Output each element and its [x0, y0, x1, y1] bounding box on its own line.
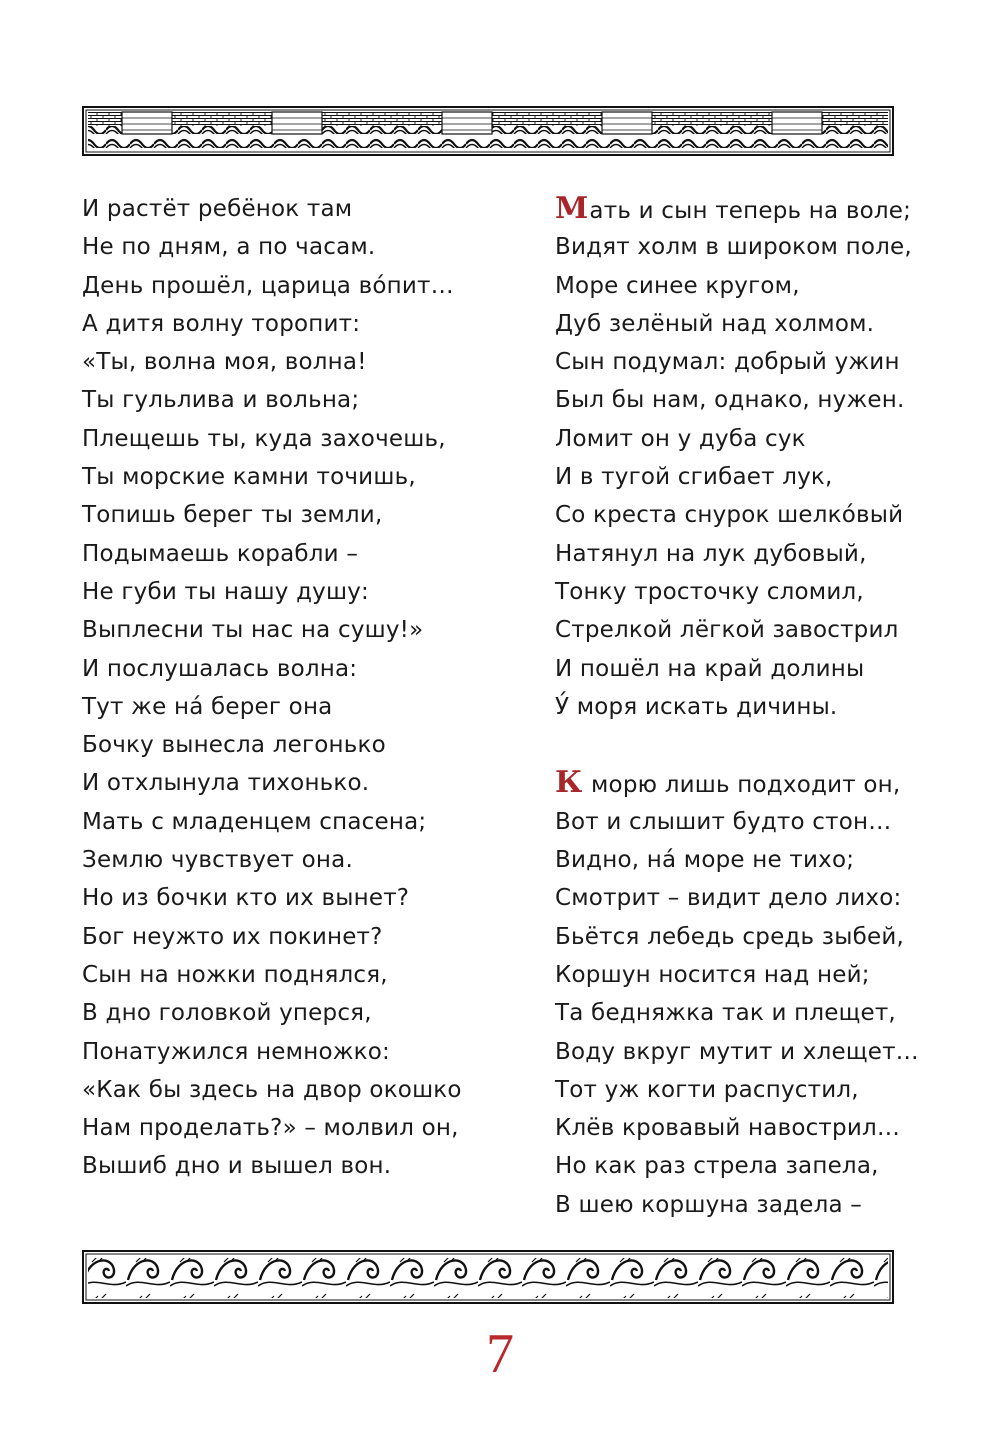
- poem-line: И в тугой сгибает лук,: [555, 464, 833, 491]
- first-line-text: ать и сын теперь на воле;: [589, 198, 912, 224]
- top-ornament-border: [82, 106, 894, 156]
- poem-line: Дуб зелёный над холмом.: [555, 310, 875, 337]
- poem-line: «Ты, волна моя, волна!: [82, 349, 367, 376]
- poem-line: Не губи ты нашу душу:: [82, 578, 369, 605]
- drop-cap: К: [555, 765, 583, 801]
- poem-line: Ты гульлива и вольна;: [82, 387, 360, 414]
- poem-line: И отхлынула тихонько.: [82, 770, 370, 797]
- poem-line: Видят холм в широком поле,: [555, 234, 912, 261]
- poem-line: Стрелкой лёгкой завострил: [555, 617, 899, 644]
- stanza-gap: [555, 726, 919, 764]
- poem-line: В дно головкой уперся,: [82, 1000, 372, 1027]
- poem-line: Землю чувствует она.: [82, 847, 353, 874]
- bottom-ornament-border: [82, 1250, 894, 1304]
- poem-line: «Как бы здесь на двор окошко: [82, 1076, 462, 1103]
- poem-line: Бьётся лебедь средь зыбей,: [555, 923, 904, 950]
- first-line-text: морю лишь подходит он,: [583, 772, 901, 799]
- poem-line: Мать с младенцем спасена;: [82, 808, 427, 835]
- scroll-ornament-icon: [82, 1250, 894, 1304]
- poem-line: И растёт ребёнок там: [82, 196, 353, 222]
- poem-line: Ты морские камни точишь,: [82, 464, 416, 491]
- poem-line: Но как раз стрела запела,: [555, 1153, 879, 1180]
- poem-line: Выплесни ты нас на сушу!»: [82, 617, 424, 644]
- poem-line: Тот уж когти распустил,: [555, 1076, 859, 1103]
- poem-line: Море синее кругом,: [555, 272, 800, 299]
- stanza-first-line: [555, 190, 919, 228]
- poem-line: Тонку тросточку сломил,: [555, 578, 864, 605]
- poem-line: Нам проделать?» – молвил он,: [82, 1115, 459, 1142]
- poem-line: Понатужился немножко:: [82, 1038, 390, 1065]
- poem-line: У́ моря искать дичины.: [555, 693, 838, 720]
- poem-line: Подымаешь корабли –: [82, 540, 359, 567]
- poem-line: Со креста снурок шелко́вый: [555, 502, 904, 529]
- poem-line: Бог неужто их покинет?: [82, 923, 383, 950]
- drop-cap: М: [555, 191, 589, 226]
- poem-line: Топишь берег ты земли,: [82, 502, 383, 529]
- poem-line: Бочку вынесла легонько: [82, 732, 386, 759]
- poem-line: Видно, на́ море не тихо;: [555, 847, 855, 874]
- wave-ornament-icon: [82, 106, 894, 156]
- poem-line: И послушалась волна:: [82, 655, 358, 682]
- poem-line: Сын на ножки поднялся,: [82, 961, 388, 988]
- poem-line: Сын подумал: добрый ужин: [555, 349, 900, 376]
- poem-line: Вышиб дно и вышел вон.: [82, 1153, 392, 1180]
- poem-line: Был бы нам, однако, нужен.: [555, 387, 905, 414]
- poem-line: В шею коршуна задела –: [555, 1191, 863, 1218]
- poem-line: Не по дням, а по часам.: [82, 234, 376, 261]
- right-poem-column: [555, 190, 919, 1224]
- left-poem-column: [82, 190, 462, 1186]
- poem-line: Вот и слышит будто стон…: [555, 808, 892, 835]
- poem-line: Натянул на лук дубовый,: [555, 540, 867, 567]
- poem-line: И пошёл на край долины: [555, 655, 865, 682]
- poem-line: А дитя волну торопит:: [82, 310, 361, 337]
- poem-line: Плещешь ты, куда захочешь,: [82, 425, 446, 452]
- poem-line: День прошёл, царица во́пит…: [82, 272, 454, 299]
- poem-line: Ломит он у дуба сук: [555, 425, 806, 452]
- poem-line: Та бедняжка так и плещет,: [555, 1000, 896, 1027]
- poem-line: Смотрит – видит дело лихо:: [555, 885, 902, 912]
- poem-line: Воду вкруг мутит и хлещет…: [555, 1038, 919, 1065]
- page-number: 7: [486, 1323, 514, 1385]
- poem-line: Клёв кровавый навострил…: [555, 1115, 901, 1142]
- poem-line: Коршун носится над ней;: [555, 961, 870, 988]
- poem-line: Но из бочки кто их вынет?: [82, 885, 410, 912]
- stanza-first-line: [555, 764, 919, 802]
- poem-line: Тут же на́ берег она: [82, 693, 333, 720]
